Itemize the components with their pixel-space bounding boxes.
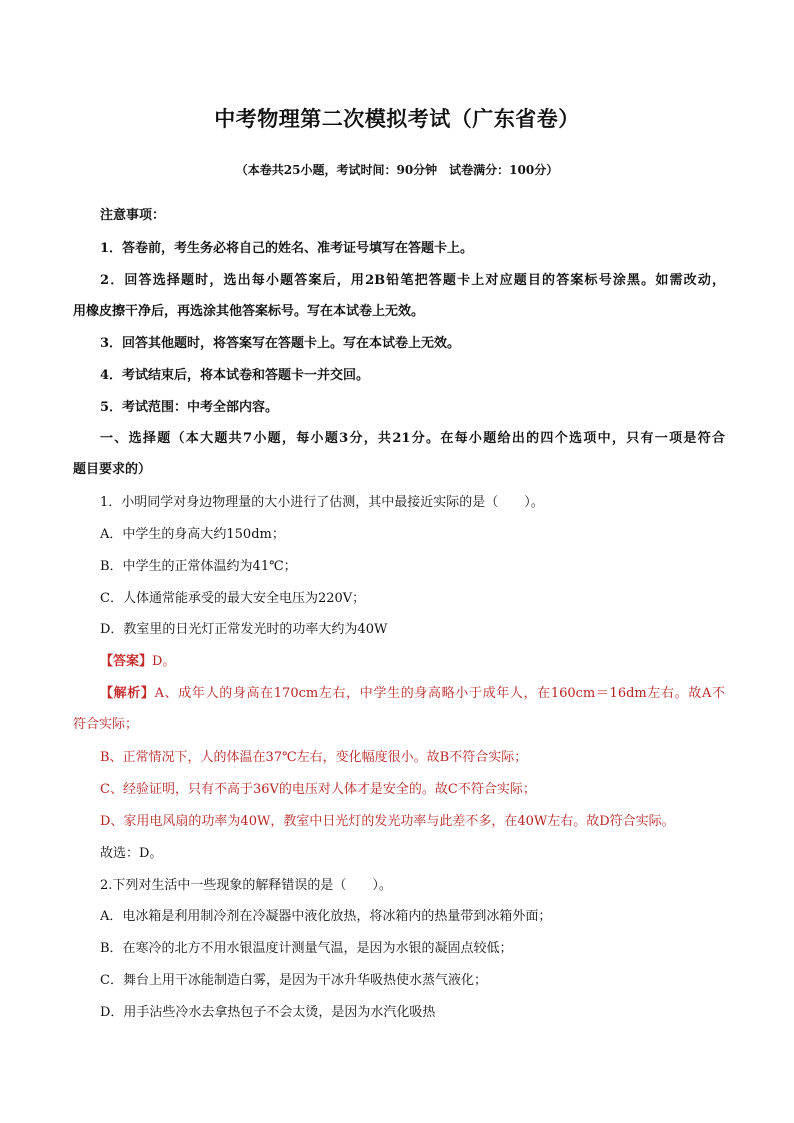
notice-item-4: 4．考试结束后，将本试卷和答题卡一并交回。 (100, 368, 370, 383)
section-1-heading-line-1: 一、选择题（本大题共7小题，每小题3分，共21分。在每小题给出的四个选项中，只有一项是符合 (100, 431, 725, 446)
page-title: 中考物理第二次模拟考试（广东省卷） (214, 107, 580, 131)
notice-item-2-line-2: 用橡皮擦干净后，再选涂其他答案标号。写在本试卷上无效。 (73, 304, 425, 319)
question-1-conclusion: 故选：D。 (100, 846, 163, 861)
answer-label: 【答案】 (100, 654, 153, 669)
question-1-option-c: C．人体通常能承受的最大安全电压为220V； (100, 591, 366, 606)
question-2-option-b: B．在寒冷的北方不用水银温度计测量气温，是因为水银的凝固点较低； (100, 941, 513, 956)
question-1-answer (100, 653, 725, 671)
notice-item-5: 5．考试范围：中考全部内容。 (100, 400, 279, 415)
question-1-analysis-line-2: 符合实际； (73, 717, 139, 732)
question-2-stem: 2.下列对生活中一些现象的解释错误的是（ ）。 (100, 878, 392, 893)
question-2-option-c: C．舞台上用干冰能制造白雾，是因为干冰升华吸热使水蒸气液化； (100, 973, 487, 988)
notice-item-3: 3．回答其他题时，将答案写在答题卡上。写在本试卷上无效。 (100, 336, 461, 351)
answer-value: D。 (152, 654, 176, 669)
notice-heading: 注意事项： (100, 208, 166, 223)
notice-item-2-line-1: 2．回答选择题时，选出每小题答案后，用2B铅笔把答题卡上对应题目的答案标号涂黑。如需改动， (100, 273, 725, 288)
question-1-option-d: D．教室里的日光灯正常发光时的功率大约为40W (100, 622, 388, 637)
question-2-option-d: D．用手沾些冷水去拿热包子不会太烫，是因为水汽化吸热 (100, 1005, 436, 1020)
exam-info-subtitle: （本卷共25小题，考试时间：90分钟 试卷满分：100分） (235, 163, 559, 177)
section-1-heading-line-2: 题目要求的） (73, 462, 152, 477)
notice-item-1: 1．答卷前，考生务必将自己的姓名、准考证号填写在答题卡上。 (100, 241, 474, 256)
question-1-option-b: B．中学生的正常体温约为41℃； (100, 559, 297, 574)
question-1-analysis-line-1 (100, 685, 725, 703)
analysis-label: 【解析】 (100, 686, 155, 701)
question-2-option-a: A．电冰箱是利用制冷剂在冷凝器中液化放热，将冰箱内的热量带到冰箱外面； (100, 909, 552, 924)
question-1-analysis-b: B、正常情况下，人的体温在37℃左右，变化幅度很小。故B不符合实际； (100, 750, 528, 765)
question-1-analysis-c: C、经验证明，只有不高于36V的电压对人体才是安全的。故C不符合实际； (100, 782, 536, 797)
analysis-text-a: A、成年人的身高在170cm左右，中学生的身高略小于成年人，在160cm＝16dm左右。故A不 (154, 686, 725, 701)
question-1-stem: 1．小明同学对身边物理量的大小进行了估测，其中最接近实际的是（ ）。 (100, 495, 544, 510)
question-1-option-a: A．中学生的身高大约150dm； (100, 527, 285, 542)
question-1-analysis-d: D、家用电风扇的功率为40W，教室中日光灯的发光功率与此差不多，在40W左右。故D符合实际。 (100, 814, 675, 829)
